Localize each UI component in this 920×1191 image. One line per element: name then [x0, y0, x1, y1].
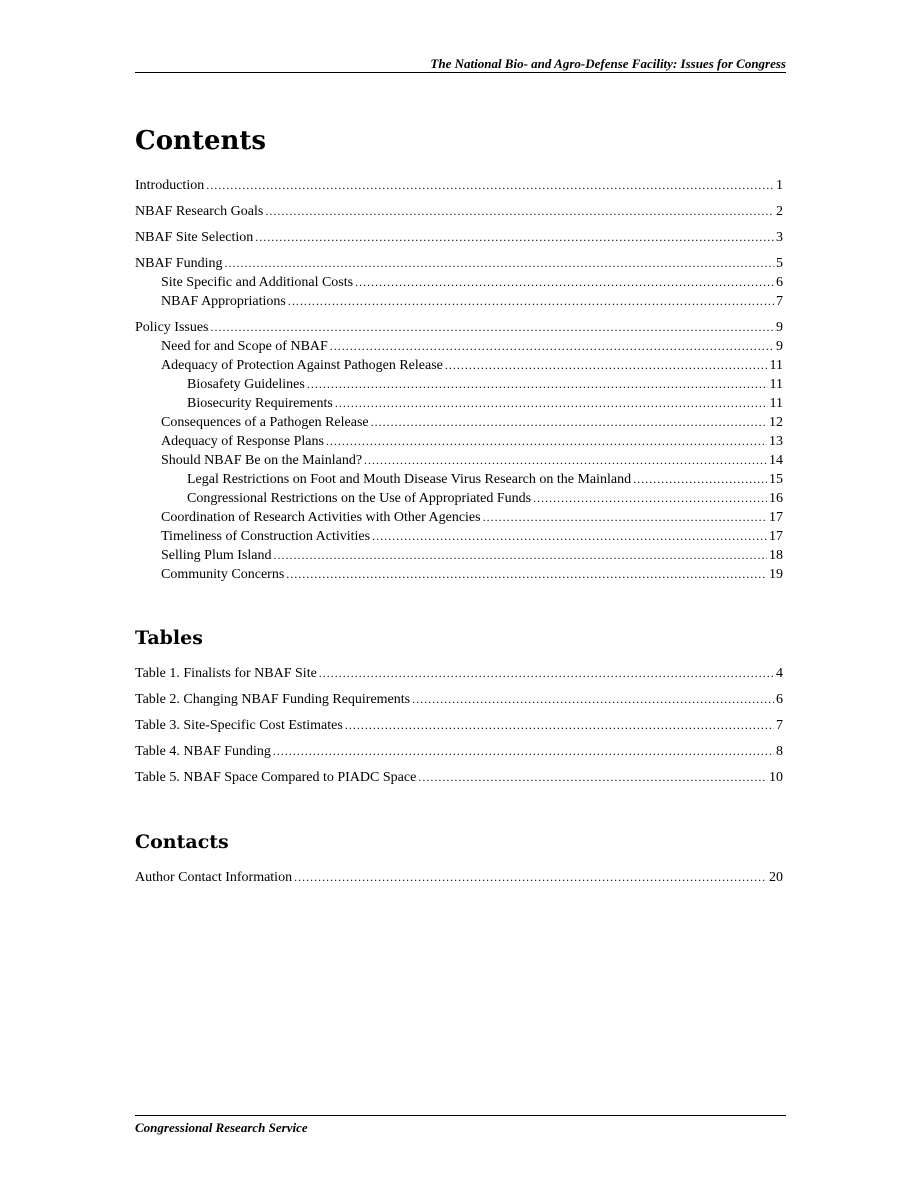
toc-entry-title: Table 4. NBAF Funding	[135, 744, 271, 759]
toc-entry-page: 17	[769, 529, 783, 544]
dot-leader	[273, 547, 767, 563]
toc-entry-page: 19	[769, 567, 783, 582]
toc-entry-page: 16	[769, 491, 783, 506]
toc-entry[interactable]	[135, 490, 783, 509]
dot-leader	[294, 869, 767, 885]
toc-entry-title: Table 2. Changing NBAF Funding Requirements	[135, 692, 411, 707]
dot-leader	[326, 433, 767, 449]
toc-entry[interactable]	[135, 433, 783, 452]
footer-rule	[135, 1115, 786, 1116]
dot-leader	[371, 414, 767, 430]
tables-heading: Tables	[135, 627, 203, 649]
toc-entry-title: Selling Plum Island	[161, 548, 272, 563]
dot-leader	[286, 566, 767, 582]
toc-entry[interactable]	[135, 547, 783, 566]
toc-entry-page: 18	[769, 548, 783, 563]
dot-leader	[211, 319, 775, 335]
toc-entry-page: 7	[776, 294, 783, 309]
dot-leader	[483, 509, 767, 525]
toc-entry[interactable]	[135, 274, 783, 293]
toc-entry-title: Policy Issues	[135, 320, 209, 335]
toc-entry[interactable]	[135, 665, 783, 684]
toc-entry[interactable]	[135, 414, 783, 433]
toc-entry-title: Consequences of a Pathogen Release	[161, 415, 369, 430]
dot-leader	[633, 471, 767, 487]
dot-leader	[206, 177, 774, 193]
toc-entry-title: Adequacy of Response Plans	[161, 434, 324, 449]
running-header: The National Bio- and Agro-Defense Facility: Issues for Congress	[430, 56, 786, 71]
toc-entry[interactable]	[135, 255, 783, 274]
toc-entry-title: Introduction	[135, 178, 205, 193]
toc-entry-page: 6	[776, 275, 783, 290]
toc-entry[interactable]	[135, 293, 783, 312]
toc-entry-page: 5	[776, 256, 783, 271]
toc-entry[interactable]	[135, 528, 783, 547]
toc-entry[interactable]	[135, 471, 783, 490]
dot-leader	[255, 229, 774, 245]
toc-entry-title: Table 1. Finalists for NBAF Site	[135, 666, 317, 681]
toc-entry[interactable]	[135, 229, 783, 248]
toc-entry-title: Table 5. NBAF Space Compared to PIADC Space	[135, 770, 417, 785]
toc-entry-title: Should NBAF Be on the Mainland?	[161, 453, 363, 468]
dot-leader	[345, 717, 774, 733]
toc-entry-page: 7	[776, 718, 783, 733]
dot-leader	[445, 357, 768, 373]
contacts-heading: Contacts	[135, 831, 229, 853]
toc-entry[interactable]	[135, 203, 783, 222]
toc-entry-page: 9	[776, 320, 783, 335]
dot-leader	[364, 452, 767, 468]
dot-leader	[412, 691, 774, 707]
toc-entry[interactable]	[135, 395, 783, 414]
toc-entry-title: Site Specific and Additional Costs	[161, 275, 354, 290]
dot-leader	[225, 255, 774, 271]
toc-entry[interactable]	[135, 357, 783, 376]
contents-heading: Contents	[135, 126, 267, 156]
dot-leader	[307, 376, 768, 392]
toc-entry-title: Community Concerns	[161, 567, 285, 582]
dot-leader	[265, 203, 774, 219]
running-footer: Congressional Research Service	[135, 1120, 308, 1135]
toc-entry-page: 4	[776, 666, 783, 681]
toc-entry-page: 20	[769, 870, 783, 885]
toc-entry-title: Author Contact Information	[135, 870, 293, 885]
toc-entry-page: 9	[776, 339, 783, 354]
toc-entry-title: Need for and Scope of NBAF	[161, 339, 328, 354]
toc-entry[interactable]	[135, 869, 783, 888]
toc-entry[interactable]	[135, 338, 783, 357]
toc-entry-title: NBAF Appropriations	[161, 294, 286, 309]
toc-entry-title: Biosafety Guidelines	[187, 377, 305, 392]
toc-entry[interactable]	[135, 319, 783, 338]
toc-entry[interactable]	[135, 769, 783, 788]
dot-leader	[273, 743, 774, 759]
dot-leader	[288, 293, 774, 309]
toc-entry-title: NBAF Funding	[135, 256, 223, 271]
toc-entry-title: Coordination of Research Activities with Other Agencies	[161, 510, 481, 525]
dot-leader	[335, 395, 768, 411]
toc-entry-page: 10	[769, 770, 783, 785]
toc-entry-title: Adequacy of Protection Against Pathogen Release	[161, 358, 443, 373]
toc-entry-page: 11	[769, 377, 783, 392]
toc-entry[interactable]	[135, 177, 783, 196]
toc-entry-page: 6	[776, 692, 783, 707]
contacts-list	[135, 869, 783, 888]
dot-leader	[355, 274, 774, 290]
dot-leader	[330, 338, 774, 354]
header-rule	[135, 72, 786, 73]
toc-entry-title: Congressional Restrictions on the Use of Appropriated Funds	[187, 491, 532, 506]
toc-entry-title: Timeliness of Construction Activities	[161, 529, 371, 544]
toc-entry[interactable]	[135, 717, 783, 736]
toc-entry-page: 14	[769, 453, 783, 468]
toc-entry[interactable]	[135, 691, 783, 710]
toc-entry-page: 12	[769, 415, 783, 430]
toc-entry-page: 1	[776, 178, 783, 193]
toc-entry[interactable]	[135, 743, 783, 762]
toc-entry-title: Table 3. Site-Specific Cost Estimates	[135, 718, 343, 733]
tables-list	[135, 665, 783, 788]
dot-leader	[418, 769, 767, 785]
toc-entry-page: 3	[776, 230, 783, 245]
dot-leader	[533, 490, 767, 506]
dot-leader	[319, 665, 774, 681]
toc-entry-page: 13	[769, 434, 783, 449]
toc-entry[interactable]	[135, 452, 783, 471]
dot-leader	[372, 528, 767, 544]
toc-entry[interactable]	[135, 566, 783, 585]
toc-entry-page: 8	[776, 744, 783, 759]
toc-entry-page: 11	[769, 358, 783, 373]
toc-entry-title: NBAF Site Selection	[135, 230, 254, 245]
toc-entry-title: NBAF Research Goals	[135, 204, 264, 219]
toc-entry[interactable]	[135, 509, 783, 528]
toc-entry-page: 11	[769, 396, 783, 411]
toc-entry-title: Legal Restrictions on Foot and Mouth Disease Virus Research on the Mainland	[187, 472, 632, 487]
toc-entry-title: Biosecurity Requirements	[187, 396, 333, 411]
toc-entry-page: 15	[769, 472, 783, 487]
toc-entry[interactable]	[135, 376, 783, 395]
toc-entry-page: 2	[776, 204, 783, 219]
contents-list	[135, 177, 783, 585]
toc-entry-page: 17	[769, 510, 783, 525]
